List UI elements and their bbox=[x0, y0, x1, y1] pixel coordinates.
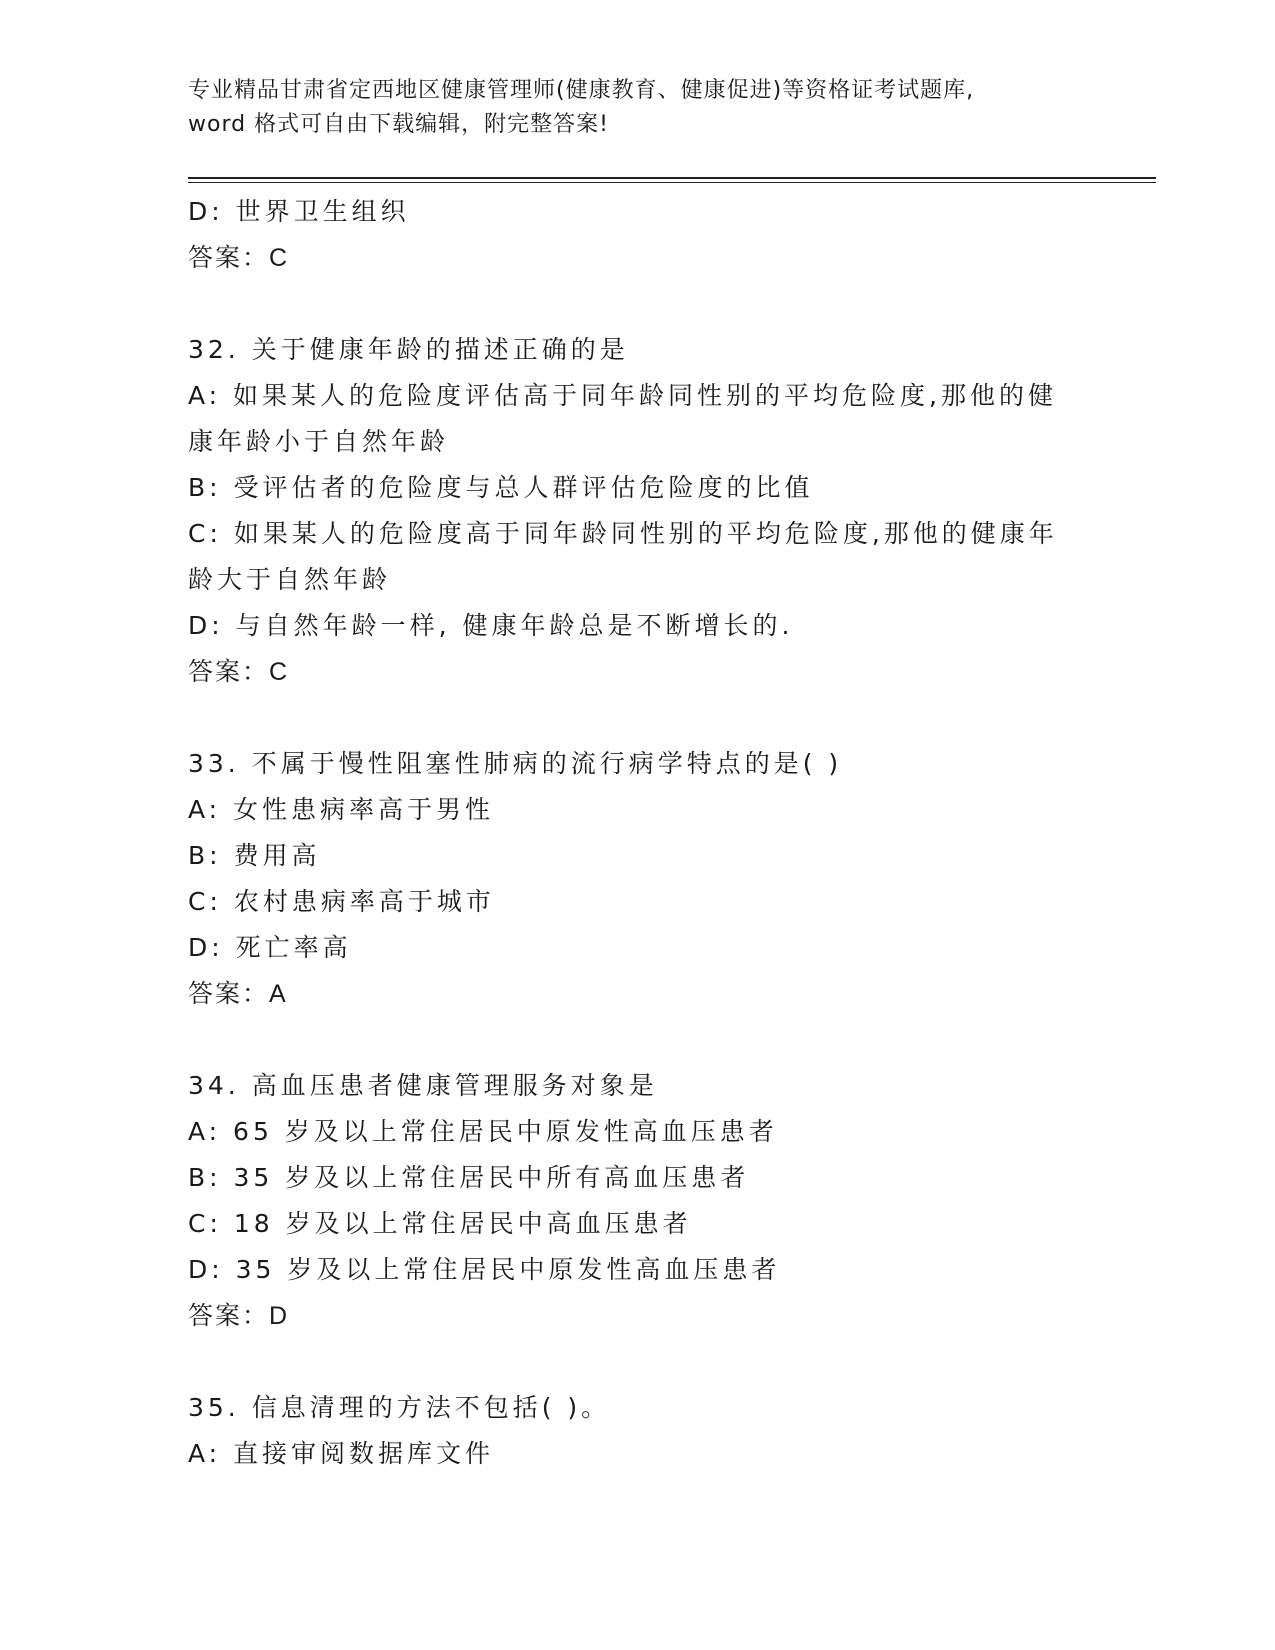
option-c: C: 18 岁及以上常住居民中高血压患者 bbox=[188, 1209, 692, 1238]
spacer bbox=[188, 281, 1078, 327]
option-a: A: 直接审阅数据库文件 bbox=[188, 1439, 495, 1468]
option-a-line-1: A: 如果某人的危险度评估高于同年龄同性别的平均危险度,那他的健 bbox=[188, 381, 1057, 410]
spacer bbox=[188, 1017, 1078, 1063]
option-d: D: 35 岁及以上常住居民中原发性高血压患者 bbox=[188, 1255, 781, 1284]
option-a: A: 女性患病率高于男性 bbox=[188, 795, 495, 824]
spacer bbox=[188, 1339, 1078, 1385]
question-34 bbox=[188, 1063, 1078, 1339]
page-header bbox=[188, 74, 1088, 142]
question-35 bbox=[188, 1385, 1078, 1477]
header-rule-thick bbox=[188, 177, 1156, 179]
header-line-1: 专业精品甘肃省定西地区健康管理师(健康教育、健康促进)等资格证考试题库, bbox=[188, 78, 975, 103]
question-32 bbox=[188, 327, 1078, 695]
option-a: A: 65 岁及以上常住居民中原发性高血压患者 bbox=[188, 1117, 778, 1146]
question-33 bbox=[188, 741, 1078, 1017]
option-d: D: 世界卫生组织 bbox=[188, 197, 410, 226]
option-a-line-2: 康年龄小于自然年龄 bbox=[188, 427, 450, 456]
question-stem: 32. 关于健康年龄的描述正确的是 bbox=[188, 335, 629, 364]
option-b: B: 费用高 bbox=[188, 841, 321, 870]
question-list bbox=[188, 189, 1078, 1477]
option-b: B: 35 岁及以上常住居民中所有高血压患者 bbox=[188, 1163, 750, 1192]
option-c: C: 农村患病率高于城市 bbox=[188, 887, 495, 916]
option-c-line-2: 龄大于自然年龄 bbox=[188, 565, 392, 594]
answer: 答案：C bbox=[188, 244, 290, 272]
question-stem: 33. 不属于慢性阻塞性肺病的流行病学特点的是( ) bbox=[188, 749, 843, 778]
answer: 答案：A bbox=[188, 980, 288, 1008]
option-b: B: 受评估者的危险度与总人群评估危险度的比值 bbox=[188, 473, 814, 502]
answer: 答案：D bbox=[188, 1302, 290, 1330]
option-d: D: 死亡率高 bbox=[188, 933, 352, 962]
header-rule-thin bbox=[188, 182, 1156, 183]
question-stem: 35. 信息清理的方法不包括( )。 bbox=[188, 1393, 611, 1422]
question-stem: 34. 高血压患者健康管理服务对象是 bbox=[188, 1071, 658, 1100]
option-c-line-1: C: 如果某人的危险度高于同年龄同性别的平均危险度,那他的健康年 bbox=[188, 519, 1058, 548]
answer: 答案：C bbox=[188, 658, 290, 686]
question-31-tail bbox=[188, 189, 1078, 281]
header-line-2: word 格式可自由下载编辑，附完整答案! bbox=[188, 112, 609, 137]
option-d: D: 与自然年龄一样, 健康年龄总是不断增长的. bbox=[188, 611, 794, 640]
spacer bbox=[188, 695, 1078, 741]
